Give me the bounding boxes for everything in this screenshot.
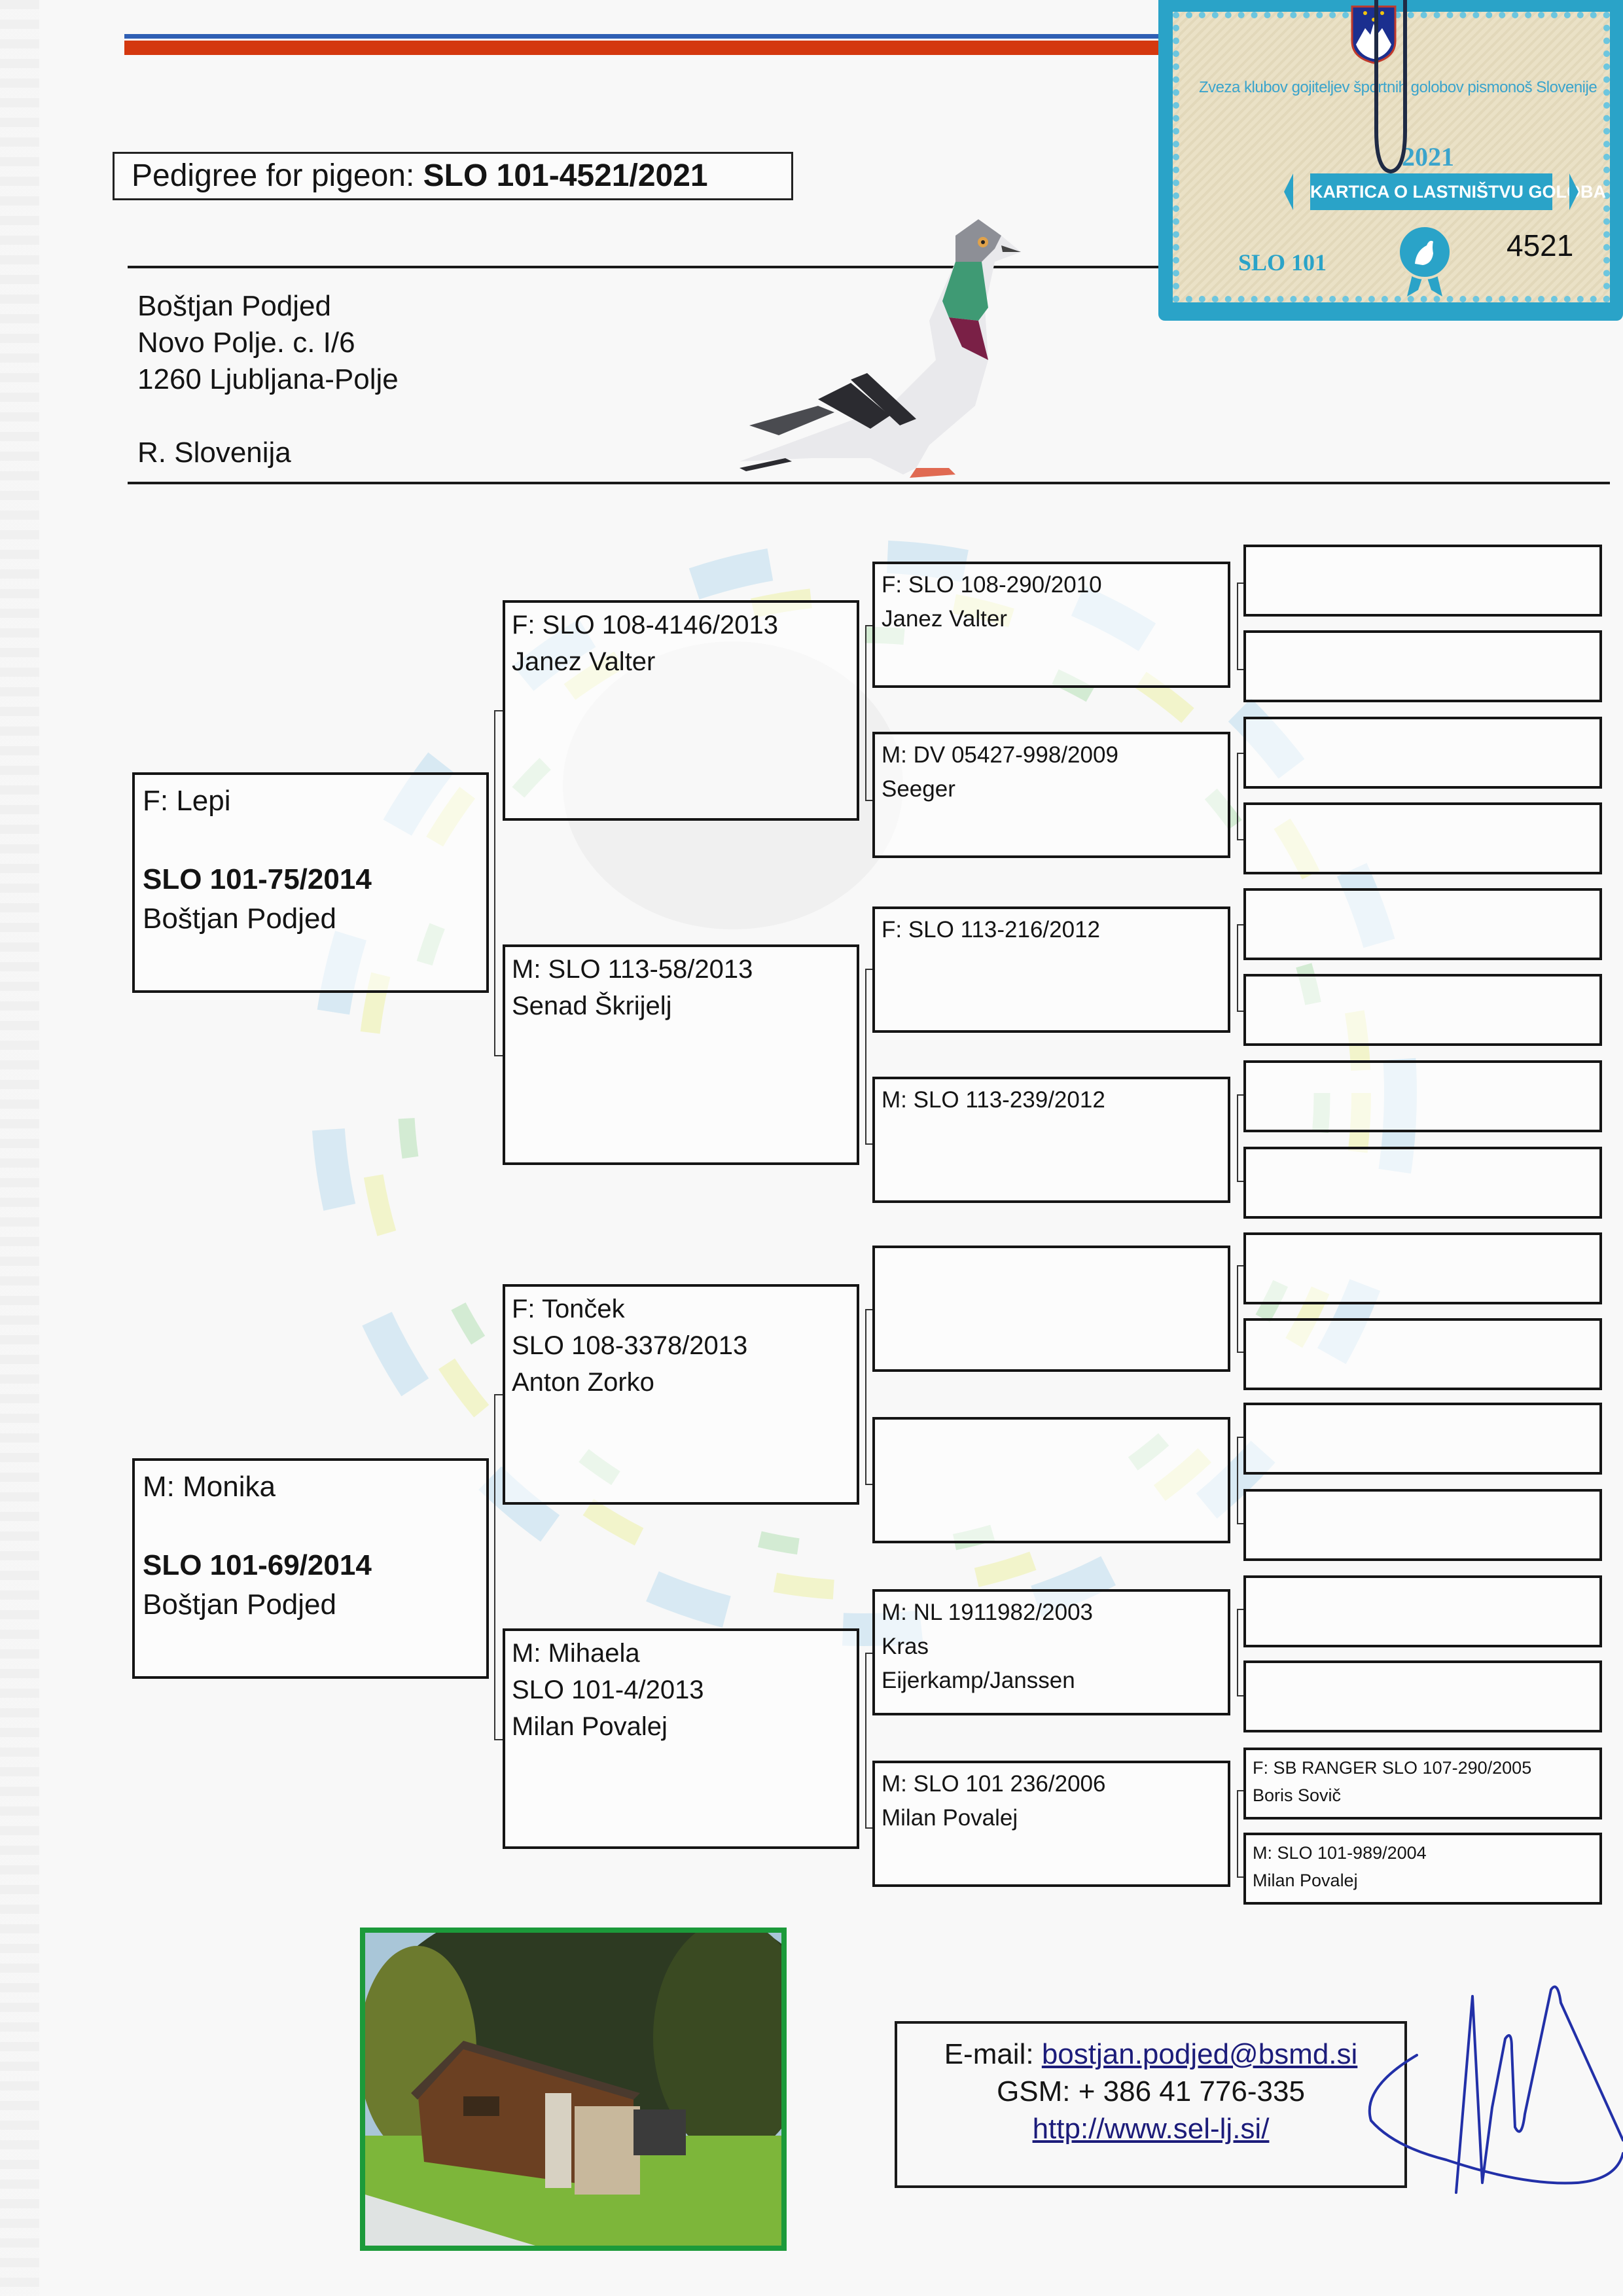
pigeon-rosette-icon xyxy=(1395,224,1454,296)
sire-name: F: Lepi xyxy=(143,785,231,817)
card-organization: Zveza klubov gojiteljev športnih golobov pismonoš Slovenije xyxy=(1199,79,1597,96)
card-country-code: SLO 101 xyxy=(1238,249,1327,276)
loft-photo xyxy=(360,1928,787,2251)
sire-breeder: Boštjan Podjed xyxy=(143,903,336,935)
sire-ring: SLO 101-75/2014 xyxy=(143,863,372,895)
pedigree-box-gen3 xyxy=(872,906,1230,1033)
gen3-line1: M: DV 05427-998/2009 xyxy=(882,742,1118,768)
gen2-line2: Senad Škrijelj xyxy=(512,992,672,1020)
contact-phone: GSM: + 386 41 776-335 xyxy=(997,2075,1305,2108)
owner-address xyxy=(137,288,399,471)
pedigree-box-gen4 xyxy=(1243,1403,1602,1475)
gen4-line2: Boris Sovič xyxy=(1253,1785,1342,1805)
pedigree-box-gen4 xyxy=(1243,1318,1602,1390)
pedigree-box-gen3 xyxy=(872,732,1230,858)
pedigree-box-gen2 xyxy=(503,600,859,821)
pedigree-box-gen4 xyxy=(1243,1748,1602,1820)
pedigree-box-gen2 xyxy=(503,1284,859,1505)
gen2-line2: SLO 101-4/2013 xyxy=(512,1676,704,1704)
gen3-line2: Milan Povalej xyxy=(882,1805,1018,1831)
gen3-line1: M: SLO 101 236/2006 xyxy=(882,1771,1106,1797)
gen3-line2: Janez Valter xyxy=(882,606,1007,632)
gen4-line1: F: SB RANGER SLO 107-290/2005 xyxy=(1253,1758,1532,1778)
pedigree-box-gen4 xyxy=(1243,802,1602,874)
pedigree-box-gen2 xyxy=(503,944,859,1165)
gen2-line2: Janez Valter xyxy=(512,647,656,676)
dam-breeder: Boštjan Podjed xyxy=(143,1588,336,1621)
gen3-line1: F: SLO 108-290/2010 xyxy=(882,572,1102,598)
owner-country: R. Slovenija xyxy=(137,437,291,469)
gen3-line2: Seeger xyxy=(882,776,955,802)
card-number: 4521 xyxy=(1507,228,1574,262)
gen2-line2: SLO 108-3378/2013 xyxy=(512,1331,748,1360)
pigeon-illustration xyxy=(720,209,1086,491)
gen2-line3: Milan Povalej xyxy=(512,1712,668,1741)
scan-edge-artifact xyxy=(0,0,39,2296)
dam-name: M: Monika xyxy=(143,1471,276,1503)
gen3-line3: Eijerkamp/Janssen xyxy=(882,1668,1075,1693)
gen2-line1: M: SLO 113-58/2013 xyxy=(512,955,753,984)
signature xyxy=(1355,1931,1623,2238)
pedigree-box-gen3 xyxy=(872,562,1230,688)
gen4-line1: M: SLO 101-989/2004 xyxy=(1253,1843,1427,1863)
gen4-line2: Milan Povalej xyxy=(1253,1871,1358,1890)
paperclip-icon xyxy=(1371,0,1410,177)
dam-ring: SLO 101-69/2014 xyxy=(143,1549,372,1581)
gen2-line1: M: Mihaela xyxy=(512,1639,640,1668)
owner-street: Novo Polje. c. I/6 xyxy=(137,327,355,359)
pedigree-box-gen4 xyxy=(1243,1575,1602,1647)
pedigree-box-gen4 xyxy=(1243,974,1602,1046)
gen2-line3: Anton Zorko xyxy=(512,1368,654,1397)
connector-bracket xyxy=(494,710,503,1056)
gen3-line1: M: SLO 113-239/2012 xyxy=(882,1087,1105,1113)
pedigree-box-gen3 xyxy=(872,1589,1230,1715)
pedigree-box-gen4 xyxy=(1243,1489,1602,1561)
email-link[interactable]: bostjan.podjed@bsmd.si xyxy=(1041,2038,1358,2070)
contact-email-row xyxy=(897,2036,1404,2073)
header-stripe-red xyxy=(124,41,1165,55)
pedigree-box-gen4 xyxy=(1243,630,1602,702)
gen3-line1: F: SLO 113-216/2012 xyxy=(882,917,1101,942)
pedigree-box-gen4 xyxy=(1243,888,1602,960)
pedigree-box-gen4 xyxy=(1243,1147,1602,1219)
pedigree-box-gen3 xyxy=(872,1417,1230,1543)
gen2-line1: F: SLO 108-4146/2013 xyxy=(512,611,778,639)
owner-city: 1260 Ljubljana-Polje xyxy=(137,363,399,395)
connector-bracket xyxy=(494,1394,503,1740)
gen3-line1: M: NL 1911982/2003 xyxy=(882,1600,1094,1625)
website-link[interactable]: http://www.sel-lj.si/ xyxy=(1032,2113,1270,2145)
gen3-line2: Kras xyxy=(882,1634,929,1659)
page-title xyxy=(113,152,793,200)
title-ring-number: SLO 101-4521/2021 xyxy=(423,158,708,193)
pigeon-loft-image xyxy=(365,1933,781,2246)
card-banner: KARTICA O LASTNIŠTVU GOLOBA xyxy=(1310,173,1552,210)
pedigree-box-gen3 xyxy=(872,1246,1230,1372)
title-prefix: Pedigree for pigeon: xyxy=(132,158,423,193)
pedigree-box-gen3 xyxy=(872,1077,1230,1203)
pedigree-box-dam xyxy=(132,1458,489,1679)
contact-box xyxy=(895,2021,1407,2188)
card-year: 2021 xyxy=(1402,142,1454,171)
pedigree-box-gen2 xyxy=(503,1628,859,1849)
pedigree-box-gen4 xyxy=(1243,1833,1602,1905)
gen2-line1: F: Tonček xyxy=(512,1295,625,1323)
pedigree-box-gen3 xyxy=(872,1761,1230,1887)
pedigree-box-sire xyxy=(132,772,489,993)
pedigree-box-gen4 xyxy=(1243,545,1602,617)
pedigree-box-gen4 xyxy=(1243,1232,1602,1304)
owner-name: Boštjan Podjed xyxy=(137,290,331,322)
pedigree-box-gen4 xyxy=(1243,1660,1602,1732)
header-stripe-blue xyxy=(124,34,1165,39)
email-label: E-mail: xyxy=(944,2038,1042,2070)
pedigree-box-gen4 xyxy=(1243,717,1602,789)
pedigree-box-gen4 xyxy=(1243,1060,1602,1132)
